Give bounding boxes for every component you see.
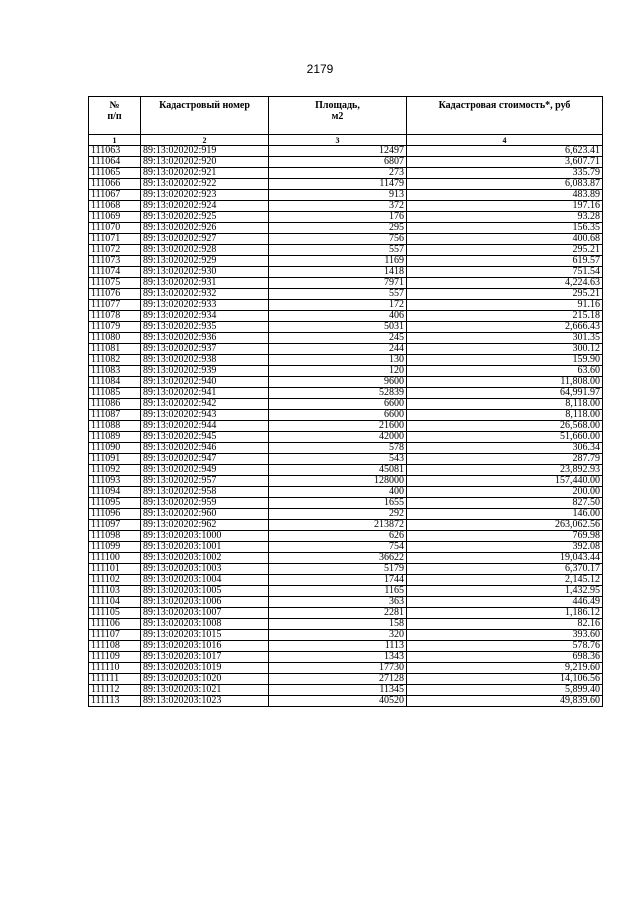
row-number: 111063	[89, 146, 141, 157]
table-row	[89, 388, 603, 399]
cost-value: 6,083.87	[407, 179, 603, 190]
cost-value: 2,666.43	[407, 322, 603, 333]
row-number: 111105	[89, 608, 141, 619]
header-number	[89, 97, 141, 135]
area-value: 12497	[269, 146, 407, 157]
table-row	[89, 410, 603, 421]
row-number: 111113	[89, 696, 141, 707]
row-number: 111088	[89, 421, 141, 432]
table-row	[89, 421, 603, 432]
area-value: 1655	[269, 498, 407, 509]
cost-value: 146.00	[407, 509, 603, 520]
cost-value: 49,839.60	[407, 696, 603, 707]
table-row	[89, 476, 603, 487]
row-number: 111097	[89, 520, 141, 531]
header-area-unit: м2	[331, 111, 344, 122]
cadastral-number: 89:13:020202:931	[141, 278, 269, 289]
row-number: 111065	[89, 168, 141, 179]
area-value: 320	[269, 630, 407, 641]
table-row	[89, 432, 603, 443]
area-value: 130	[269, 355, 407, 366]
row-number: 111111	[89, 674, 141, 685]
cadastral-number: 89:13:020202:960	[141, 509, 269, 520]
cadastral-number: 89:13:020202:947	[141, 454, 269, 465]
table-row	[89, 278, 603, 289]
row-number: 111075	[89, 278, 141, 289]
area-value: 2281	[269, 608, 407, 619]
area-value: 557	[269, 289, 407, 300]
area-value: 406	[269, 311, 407, 322]
table-row	[89, 234, 603, 245]
area-value: 1418	[269, 267, 407, 278]
table-row	[89, 509, 603, 520]
row-number: 111098	[89, 531, 141, 542]
cadastral-number: 89:13:020202:942	[141, 399, 269, 410]
row-number: 111091	[89, 454, 141, 465]
cost-value: 157,440.00	[407, 476, 603, 487]
table-row	[89, 608, 603, 619]
cost-value: 392.08	[407, 542, 603, 553]
row-number: 111100	[89, 553, 141, 564]
area-value: 273	[269, 168, 407, 179]
cost-value: 63.60	[407, 366, 603, 377]
cost-value: 8,118.00	[407, 399, 603, 410]
area-value: 295	[269, 223, 407, 234]
table-row	[89, 168, 603, 179]
table-row	[89, 586, 603, 597]
area-value: 11345	[269, 685, 407, 696]
row-number: 111108	[89, 641, 141, 652]
cadastral-number: 89:13:020203:1021	[141, 685, 269, 696]
area-value: 213872	[269, 520, 407, 531]
cadastral-number: 89:13:020202:928	[141, 245, 269, 256]
cost-value: 11,808.00	[407, 377, 603, 388]
cadastral-table	[88, 96, 603, 707]
table-row	[89, 597, 603, 608]
cadastral-number: 89:13:020202:962	[141, 520, 269, 531]
area-value: 543	[269, 454, 407, 465]
area-value: 372	[269, 201, 407, 212]
cost-value: 769.98	[407, 531, 603, 542]
area-value: 292	[269, 509, 407, 520]
cadastral-number: 89:13:020202:932	[141, 289, 269, 300]
cadastral-number: 89:13:020202:957	[141, 476, 269, 487]
cost-value: 3,607.71	[407, 157, 603, 168]
area-value: 52839	[269, 388, 407, 399]
cadastral-number: 89:13:020203:1023	[141, 696, 269, 707]
row-number: 111102	[89, 575, 141, 586]
area-value: 1113	[269, 641, 407, 652]
row-number: 111069	[89, 212, 141, 223]
column-index-row	[89, 135, 603, 146]
cadastral-number: 89:13:020203:1003	[141, 564, 269, 575]
cost-value: 197.16	[407, 201, 603, 212]
table-row	[89, 146, 603, 157]
cadastral-number: 89:13:020203:1007	[141, 608, 269, 619]
row-number: 111074	[89, 267, 141, 278]
cadastral-number: 89:13:020203:1019	[141, 663, 269, 674]
table-row	[89, 157, 603, 168]
page-number: 2179	[306, 62, 334, 76]
cadastral-number: 89:13:020202:959	[141, 498, 269, 509]
table-row	[89, 377, 603, 388]
row-number: 111070	[89, 223, 141, 234]
cost-value: 698.36	[407, 652, 603, 663]
cost-value: 2,145.12	[407, 575, 603, 586]
header-number-symbol: №	[109, 100, 120, 111]
cost-value: 751.54	[407, 267, 603, 278]
cost-value: 6,623.41	[407, 146, 603, 157]
area-value: 120	[269, 366, 407, 377]
cadastral-number: 89:13:020202:937	[141, 344, 269, 355]
table-body	[89, 146, 603, 707]
cadastral-number: 89:13:020202:934	[141, 311, 269, 322]
cadastral-number: 89:13:020202:920	[141, 157, 269, 168]
area-value: 245	[269, 333, 407, 344]
row-number: 111073	[89, 256, 141, 267]
cost-value: 200.00	[407, 487, 603, 498]
table-row	[89, 355, 603, 366]
area-value: 756	[269, 234, 407, 245]
column-index: 3	[269, 135, 407, 146]
cost-value: 393.60	[407, 630, 603, 641]
row-number: 111093	[89, 476, 141, 487]
table-row	[89, 619, 603, 630]
cost-value: 215.18	[407, 311, 603, 322]
cost-value: 19,043.44	[407, 553, 603, 564]
cadastral-number: 89:13:020202:935	[141, 322, 269, 333]
cost-value: 301.35	[407, 333, 603, 344]
cost-value: 1,186.12	[407, 608, 603, 619]
cadastral-number: 89:13:020202:921	[141, 168, 269, 179]
cadastral-number: 89:13:020203:1001	[141, 542, 269, 553]
area-value: 754	[269, 542, 407, 553]
area-value: 626	[269, 531, 407, 542]
cadastral-number: 89:13:020202:933	[141, 300, 269, 311]
cost-value: 1,432.95	[407, 586, 603, 597]
cost-value: 64,991.97	[407, 388, 603, 399]
row-number: 111104	[89, 597, 141, 608]
cadastral-number: 89:13:020202:923	[141, 190, 269, 201]
row-number: 111079	[89, 322, 141, 333]
row-number: 111089	[89, 432, 141, 443]
cadastral-number: 89:13:020203:1020	[141, 674, 269, 685]
cadastral-number: 89:13:020202:943	[141, 410, 269, 421]
cost-value: 14,106.56	[407, 674, 603, 685]
cost-value: 483.89	[407, 190, 603, 201]
row-number: 111078	[89, 311, 141, 322]
cost-value: 287.79	[407, 454, 603, 465]
table-row	[89, 641, 603, 652]
cadastral-number: 89:13:020203:1016	[141, 641, 269, 652]
row-number: 111090	[89, 443, 141, 454]
table-row	[89, 179, 603, 190]
table-row	[89, 399, 603, 410]
cost-value: 295.21	[407, 245, 603, 256]
table-row	[89, 575, 603, 586]
row-number: 111110	[89, 663, 141, 674]
area-value: 17730	[269, 663, 407, 674]
cost-value: 400.68	[407, 234, 603, 245]
cadastral-number: 89:13:020203:1015	[141, 630, 269, 641]
cost-value: 8,118.00	[407, 410, 603, 421]
row-number: 111092	[89, 465, 141, 476]
cadastral-number: 89:13:020202:958	[141, 487, 269, 498]
table-row	[89, 542, 603, 553]
row-number: 111085	[89, 388, 141, 399]
cadastral-number: 89:13:020202:929	[141, 256, 269, 267]
row-number: 111080	[89, 333, 141, 344]
table-row	[89, 300, 603, 311]
area-value: 6600	[269, 399, 407, 410]
header-row	[89, 97, 603, 135]
table-row	[89, 674, 603, 685]
area-value: 128000	[269, 476, 407, 487]
table-row	[89, 322, 603, 333]
cost-value: 82.16	[407, 619, 603, 630]
table-row	[89, 333, 603, 344]
table-row	[89, 245, 603, 256]
area-value: 1744	[269, 575, 407, 586]
area-value: 363	[269, 597, 407, 608]
row-number: 111112	[89, 685, 141, 696]
table-row	[89, 553, 603, 564]
row-number: 111096	[89, 509, 141, 520]
area-value: 400	[269, 487, 407, 498]
table-row	[89, 663, 603, 674]
area-value: 172	[269, 300, 407, 311]
area-value: 557	[269, 245, 407, 256]
area-value: 36622	[269, 553, 407, 564]
table-row	[89, 520, 603, 531]
header-area	[269, 97, 407, 135]
cadastral-number: 89:13:020202:939	[141, 366, 269, 377]
table-row	[89, 498, 603, 509]
area-value: 42000	[269, 432, 407, 443]
row-number: 111081	[89, 344, 141, 355]
table-row	[89, 223, 603, 234]
area-value: 158	[269, 619, 407, 630]
cadastral-number: 89:13:020202:922	[141, 179, 269, 190]
table-row	[89, 267, 603, 278]
table-header	[89, 97, 603, 146]
header-number-abbr: п/п	[107, 111, 122, 122]
cadastral-number: 89:13:020202:919	[141, 146, 269, 157]
row-number: 111076	[89, 289, 141, 300]
cadastral-number: 89:13:020202:930	[141, 267, 269, 278]
cadastral-number: 89:13:020202:925	[141, 212, 269, 223]
row-number: 111101	[89, 564, 141, 575]
cadastral-number: 89:13:020203:1002	[141, 553, 269, 564]
cost-value: 306.34	[407, 443, 603, 454]
cost-value: 6,370.17	[407, 564, 603, 575]
cadastral-number: 89:13:020202:941	[141, 388, 269, 399]
cost-value: 91.16	[407, 300, 603, 311]
row-number: 111094	[89, 487, 141, 498]
row-number: 111082	[89, 355, 141, 366]
cadastral-number: 89:13:020202:949	[141, 465, 269, 476]
column-index: 2	[141, 135, 269, 146]
table-row	[89, 212, 603, 223]
area-value: 578	[269, 443, 407, 454]
area-value: 1343	[269, 652, 407, 663]
cadastral-number: 89:13:020203:1006	[141, 597, 269, 608]
cost-value: 446.49	[407, 597, 603, 608]
header-cadastral-cost: Кадастровая стоимость*, руб	[407, 97, 603, 135]
cost-value: 5,899.40	[407, 685, 603, 696]
area-value: 6807	[269, 157, 407, 168]
cost-value: 93.28	[407, 212, 603, 223]
table-row	[89, 630, 603, 641]
header-cadastral-number: Кадастровый номер	[141, 97, 269, 135]
area-value: 7971	[269, 278, 407, 289]
cadastral-number: 89:13:020203:1017	[141, 652, 269, 663]
row-number: 111064	[89, 157, 141, 168]
column-index: 1	[89, 135, 141, 146]
area-value: 5031	[269, 322, 407, 333]
cost-value: 156.35	[407, 223, 603, 234]
cadastral-number: 89:13:020202:926	[141, 223, 269, 234]
row-number: 111067	[89, 190, 141, 201]
cadastral-number: 89:13:020203:1000	[141, 531, 269, 542]
table-row	[89, 366, 603, 377]
cadastral-number: 89:13:020202:944	[141, 421, 269, 432]
cost-value: 263,062.56	[407, 520, 603, 531]
table-row	[89, 652, 603, 663]
area-value: 1169	[269, 256, 407, 267]
area-value: 913	[269, 190, 407, 201]
header-area-label: Площадь,	[315, 100, 360, 111]
row-number: 111107	[89, 630, 141, 641]
area-value: 5179	[269, 564, 407, 575]
row-number: 111095	[89, 498, 141, 509]
area-value: 1165	[269, 586, 407, 597]
table-row	[89, 465, 603, 476]
area-value: 11479	[269, 179, 407, 190]
row-number: 111103	[89, 586, 141, 597]
row-number: 111109	[89, 652, 141, 663]
cost-value: 4,224.63	[407, 278, 603, 289]
area-value: 21600	[269, 421, 407, 432]
table-row	[89, 531, 603, 542]
area-value: 9600	[269, 377, 407, 388]
cadastral-number: 89:13:020202:938	[141, 355, 269, 366]
table-row	[89, 311, 603, 322]
row-number: 111099	[89, 542, 141, 553]
row-number: 111066	[89, 179, 141, 190]
table-row	[89, 696, 603, 707]
table-row	[89, 190, 603, 201]
cost-value: 26,568.00	[407, 421, 603, 432]
cadastral-number: 89:13:020202:936	[141, 333, 269, 344]
cadastral-number: 89:13:020202:927	[141, 234, 269, 245]
column-index: 4	[407, 135, 603, 146]
row-number: 111077	[89, 300, 141, 311]
area-value: 176	[269, 212, 407, 223]
cadastral-number: 89:13:020203:1004	[141, 575, 269, 586]
cadastral-number: 89:13:020203:1008	[141, 619, 269, 630]
cost-value: 578.76	[407, 641, 603, 652]
table-row	[89, 564, 603, 575]
row-number: 111084	[89, 377, 141, 388]
row-number: 111071	[89, 234, 141, 245]
cost-value: 300.12	[407, 344, 603, 355]
table-row	[89, 289, 603, 300]
area-value: 6600	[269, 410, 407, 421]
row-number: 111068	[89, 201, 141, 212]
cost-value: 51,660.00	[407, 432, 603, 443]
cadastral-number: 89:13:020202:946	[141, 443, 269, 454]
table-row	[89, 487, 603, 498]
row-number: 111106	[89, 619, 141, 630]
row-number: 111072	[89, 245, 141, 256]
cadastral-number: 89:13:020202:945	[141, 432, 269, 443]
row-number: 111083	[89, 366, 141, 377]
area-value: 40520	[269, 696, 407, 707]
area-value: 27128	[269, 674, 407, 685]
table-row	[89, 443, 603, 454]
cadastral-number: 89:13:020202:924	[141, 201, 269, 212]
table-row	[89, 685, 603, 696]
cost-value: 23,892.93	[407, 465, 603, 476]
table-row	[89, 201, 603, 212]
row-number: 111087	[89, 410, 141, 421]
table-row	[89, 256, 603, 267]
cost-value: 335.79	[407, 168, 603, 179]
cost-value: 619.57	[407, 256, 603, 267]
cost-value: 9,219.60	[407, 663, 603, 674]
cost-value: 827.50	[407, 498, 603, 509]
row-number: 111086	[89, 399, 141, 410]
table-row	[89, 454, 603, 465]
table-row	[89, 344, 603, 355]
cost-value: 159.90	[407, 355, 603, 366]
cadastral-number: 89:13:020203:1005	[141, 586, 269, 597]
area-value: 45081	[269, 465, 407, 476]
cadastral-number: 89:13:020202:940	[141, 377, 269, 388]
area-value: 244	[269, 344, 407, 355]
cost-value: 295.21	[407, 289, 603, 300]
